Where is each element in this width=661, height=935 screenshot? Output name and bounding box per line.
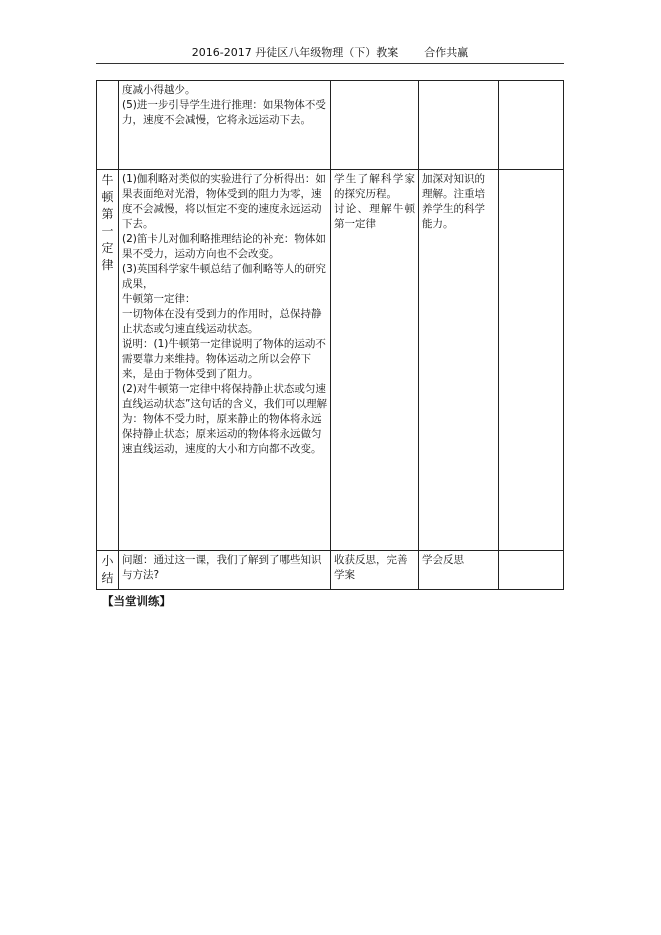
student-text: 讨论、理解牛顿第一定律 [334,203,415,230]
teacher-text: 说明：(1)牛顿第一定律说明了物体的运动不需要靠力来维持。物体运动之所以会停下来，是由于物体受到了阻力。 [122,338,326,380]
design-intent-cell [419,551,499,590]
teacher-text: 问题：通过这一课，我们了解到了哪些知识与方法? [122,554,322,581]
section-cell: 牛顿第一定律 [97,170,119,551]
table-row [97,170,564,551]
student-text: 学生了解科学家的探究历程。 [334,173,415,200]
page-header [96,44,564,64]
student-activity-cell [331,551,419,590]
design-intent-cell [419,170,499,551]
intent-text: 学会反思 [422,554,464,566]
teacher-text: (2)对牛顿第一定律中将保持静止状态或匀速直线运动状态”这句话的含义，我们可以理解为：物体不受力时，原来静止的物体将永远保持静止状态；原来运动的物体将永远做匀速直线运动，速度的大小和方向都不改变。 [122,383,327,455]
section-heading-classroom-practice: 【当堂训练】 [102,594,171,608]
design-intent-cell [419,81,499,170]
teacher-text: (2)笛卡儿对伽利略推理结论的补充：物体如果不受力，运动方向也不会改变。 [122,233,326,260]
lesson-plan-table [96,80,564,590]
section-cell: 小结 [97,551,119,590]
section-cell [97,81,119,170]
header-tagline: 合作共赢 [424,46,469,59]
teacher-text: (5)进一步引导学生进行推理：如果物体不受力，速度不会减慢，它将永远运动下去。 [122,99,326,126]
teacher-text: (3)英国科学家牛顿总结了伽利略等人的研究成果， [122,263,326,290]
student-activity-cell [331,81,419,170]
teacher-activity-cell [119,170,331,551]
extra-cell [499,551,564,590]
teacher-text: 度减小得越少。 [122,84,196,96]
table-row [97,81,564,170]
teacher-text: (1)伽利略对类似的实验进行了分析得出：如果表面绝对光滑，物体受到的阻力为零，速度不会减慢，将以恒定不变的速度永远运动下去。 [122,173,326,230]
extra-cell [499,81,564,170]
teacher-activity-cell [119,81,331,170]
table-row [97,551,564,590]
teacher-text: 一切物体在没有受到力的作用时，总保持静止状态或匀速直线运动状态。 [122,308,322,335]
student-text: 收获反思，完善学案 [334,554,408,581]
intent-text: 加深对知识的理解。注重培养学生的科学能力。 [422,173,485,230]
header-course-title: 2016-2017 丹徒区八年级物理（下）教案 [191,46,399,59]
extra-cell [499,170,564,551]
student-activity-cell [331,170,419,551]
teacher-text: 牛顿第一定律： [122,293,196,305]
teacher-activity-cell [119,551,331,590]
